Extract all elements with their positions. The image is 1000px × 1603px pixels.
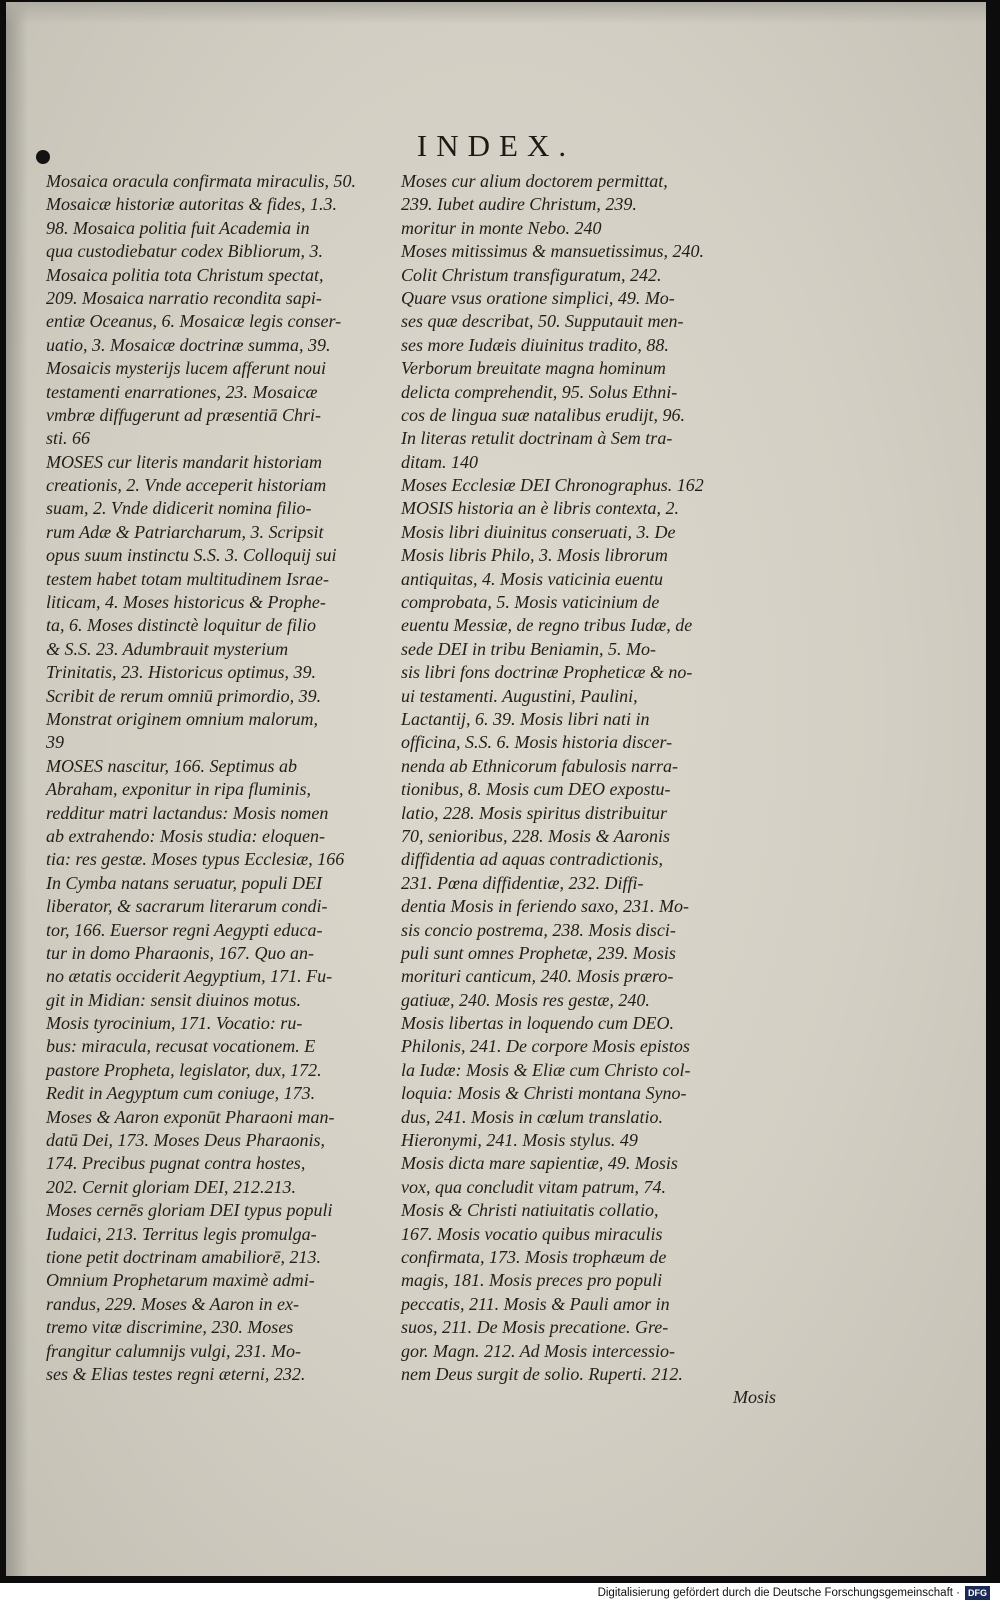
index-line: randus, 229. Moses & Aaron in ex-	[46, 1293, 299, 1314]
index-line: Moses mitissimus & mansuetissimus, 240.	[401, 241, 705, 262]
index-line: Mosaicis mysterijs lucem afferunt noui	[46, 358, 326, 379]
index-line: dus, 241. Mosis in cœlum translatio.	[401, 1106, 664, 1127]
index-line: sti. 66	[46, 428, 91, 449]
index-line: Hieronymi, 241. Mosis stylus. 49	[401, 1130, 638, 1151]
index-line: & S.S. 23. Adumbrauit mysterium	[46, 638, 289, 659]
index-line: tionibus, 8. Mosis cum DEO expostu-	[401, 779, 671, 800]
index-line: Mosis libri diuinitus conseruati, 3. De	[401, 521, 676, 542]
index-line: confirmata, 173. Mosis trophæum de	[401, 1246, 667, 1267]
book-page	[6, 2, 986, 1576]
index-line: frangitur calumnijs vulgi, 231. Mo-	[46, 1340, 301, 1361]
index-line: MOSIS historia an è libris contexta, 2.	[401, 498, 679, 519]
index-line: 202. Cernit gloriam DEI, 212.213.	[46, 1176, 296, 1197]
index-line: Mosaica politia tota Christum spectat,	[46, 264, 324, 285]
index-line: datū Dei, 173. Moses Deus Pharaonis,	[46, 1130, 325, 1151]
index-line: rum Adæ & Patriarcharum, 3. Scripsit	[46, 521, 324, 542]
index-line: officina, S.S. 6. Mosis historia discer-	[401, 732, 673, 753]
index-line: tia: res gestæ. Moses typus Ecclesiæ, 166	[46, 849, 345, 870]
footer-credit-text: Digitalisierung gefördert durch die Deutsche Forschungsgemeinschaft ·	[597, 1587, 960, 1599]
left-index-column	[46, 170, 396, 1386]
index-line: magis, 181. Mosis preces pro populi	[401, 1270, 663, 1291]
index-line: redditur matri lactandus: Mosis nomen	[46, 802, 329, 823]
index-line: vox, qua concludit vitam patrum, 74.	[401, 1176, 666, 1197]
index-line: diffidentia ad aquas contradictionis,	[401, 849, 663, 870]
index-line: 39	[46, 732, 64, 753]
index-line: Redit in Aegyptum cum coniuge, 173.	[46, 1083, 316, 1104]
index-line: tor, 166. Euersor regni Aegypti educa-	[46, 919, 323, 940]
index-line: Mosis libertas in loquendo cum DEO.	[401, 1013, 674, 1034]
index-line: no ætatis occiderit Aegyptium, 171. Fu-	[46, 966, 333, 987]
catchword: Mosis	[732, 1387, 776, 1408]
index-line: nenda ab Ethnicorum fabulosis narra-	[401, 755, 678, 776]
index-line: Scribit de rerum omniū primordio, 39.	[46, 685, 322, 706]
index-line: Moses & Aaron exponūt Pharaoni man-	[46, 1106, 335, 1127]
index-line: entiæ Oceanus, 6. Mosaicæ legis conser-	[46, 311, 342, 332]
dfg-logo: DFG	[965, 1586, 990, 1600]
index-line: Philonis, 241. De corpore Mosis epistos	[401, 1036, 690, 1057]
index-line: comprobata, 5. Mosis vaticinium de	[401, 592, 660, 613]
index-line: 98. Mosaica politia fuit Academia in	[46, 217, 310, 238]
right-index-column	[401, 170, 776, 1410]
index-line: ses quæ describat, 50. Supputauit men-	[401, 311, 684, 332]
index-line: Trinitatis, 23. Historicus optimus, 39.	[46, 662, 317, 683]
index-line: vmbræ diffugerunt ad præsentiā Chri-	[46, 404, 322, 425]
index-line: ditam. 140	[401, 451, 479, 472]
index-line: opus suum instinctu S.S. 3. Colloquij sui	[46, 545, 337, 566]
index-line: Omnium Prophetarum maximè admi-	[46, 1270, 315, 1291]
index-line: ui testamenti. Augustini, Paulini,	[401, 685, 638, 706]
index-line: euentu Messiæ, de regno tribus Iudæ, de	[401, 615, 693, 636]
index-line: puli sunt omnes Prophetæ, 239. Mosis	[401, 942, 676, 963]
index-line: Mosis libris Philo, 3. Mosis librorum	[401, 545, 668, 566]
index-line: Verborum breuitate magna hominum	[401, 358, 666, 379]
index-line: 174. Precibus pugnat contra hostes,	[46, 1153, 306, 1174]
index-line: Mosis & Christi natiuitatis collatio,	[401, 1200, 659, 1221]
index-line: sede DEI in tribu Beniamin, 5. Mo-	[401, 638, 656, 659]
index-line: gatiuæ, 240. Mosis res gestæ, 240.	[401, 989, 650, 1010]
index-line: suam, 2. Vnde didicerit nomina filio-	[46, 498, 312, 519]
index-line: 239. Iubet audire Christum, 239.	[401, 194, 637, 215]
index-line: 70, senioribus, 228. Mosis & Aaronis	[401, 825, 671, 846]
index-line: pastore Propheta, legislator, dux, 172.	[46, 1059, 322, 1080]
index-line: Mosis dicta mare sapientiæ, 49. Mosis	[401, 1153, 678, 1174]
index-line: Abraham, exponitur in ripa fluminis,	[46, 779, 311, 800]
index-line: uatio, 3. Mosaicæ doctrinæ summa, 39.	[46, 334, 331, 355]
index-line: ses more Iudæis diuinitus tradito, 88.	[401, 334, 669, 355]
index-line: sis concio postrema, 238. Mosis disci-	[401, 919, 676, 940]
index-line: suos, 211. De Mosis precatione. Gre-	[401, 1317, 669, 1338]
index-line: Iudaici, 213. Territus legis promulga-	[46, 1223, 317, 1244]
index-line: loquia: Mosis & Christi montana Syno-	[401, 1083, 687, 1104]
index-line: sis libri fons doctrinæ Propheticæ & no-	[401, 662, 693, 683]
index-line: MOSES nascitur, 166. Septimus ab	[46, 755, 297, 776]
index-line: MOSES cur literis mandarit historiam	[46, 451, 323, 472]
index-line: tremo vitæ discrimine, 230. Moses	[46, 1317, 294, 1338]
index-line: git in Midian: sensit diuinos motus.	[46, 989, 302, 1010]
index-line: peccatis, 211. Mosis & Pauli amor in	[401, 1293, 670, 1314]
index-line: ses & Elias testes regni æterni, 232.	[46, 1363, 306, 1384]
index-line: Colit Christum transfiguratum, 242.	[401, 264, 662, 285]
index-line: liberator, & sacrarum literarum condi-	[46, 896, 328, 917]
index-line: antiquitas, 4. Mosis vaticinia euentu	[401, 568, 663, 589]
index-line: nem Deus surgit de solio. Ruperti. 212.	[401, 1363, 683, 1384]
index-line: tur in domo Pharaonis, 167. Quo an-	[46, 942, 315, 963]
index-line: Lactantij, 6. 39. Mosis libri nati in	[401, 708, 650, 729]
index-line: ab extrahendo: Mosis studia: eloquen-	[46, 825, 325, 846]
index-line: Moses cur alium doctorem permittat,	[401, 171, 668, 191]
index-line: 231. Pœna diffidentiæ, 232. Diffi-	[401, 872, 644, 893]
index-line: Quare vsus oratione simplici, 49. Mo-	[401, 287, 675, 308]
index-line: Moses cernēs gloriam DEI typus populi	[46, 1200, 333, 1221]
index-line: moritur in monte Nebo. 240	[401, 217, 602, 238]
index-line: Monstrat originem omnium malorum,	[46, 708, 319, 729]
index-line: delicta comprehendit, 95. Solus Ethni-	[401, 381, 678, 402]
index-line: dentia Mosis in feriendo saxo, 231. Mo-	[401, 896, 689, 917]
digitization-footer	[598, 1585, 990, 1601]
index-line: 209. Mosaica narratio recondita sapi-	[46, 287, 322, 308]
index-line: morituri canticum, 240. Mosis præro-	[401, 966, 674, 987]
index-line: ta, 6. Moses distinctè loquitur de filio	[46, 615, 316, 636]
index-line: 167. Mosis vocatio quibus miraculis	[401, 1223, 663, 1244]
index-line: Moses Ecclesiæ DEI Chronographus. 162	[401, 475, 704, 496]
index-line: qua custodiebatur codex Bibliorum, 3.	[46, 241, 323, 262]
index-line: gor. Magn. 212. Ad Mosis intercessio-	[401, 1340, 675, 1361]
index-line: In literas retulit doctrinam à Sem tra-	[401, 428, 673, 449]
index-line: Mosaica oracula confirmata miraculis, 50.	[46, 171, 356, 191]
index-line: testamenti enarrationes, 23. Mosaicæ	[46, 381, 318, 402]
index-line: testem habet totam multitudinem Israe-	[46, 568, 329, 589]
index-line: In Cymba natans seruatur, populi DEI	[46, 872, 322, 893]
index-line: tione petit doctrinam amabiliorē, 213.	[46, 1246, 321, 1267]
index-line: liticam, 4. Moses historicus & Prophe-	[46, 592, 326, 613]
index-line: bus: miracula, recusat vocationem. E	[46, 1036, 316, 1057]
index-line: Mosaicæ historiæ autoritas & fides, 1.3.	[46, 194, 338, 215]
index-line: Mosis tyrocinium, 171. Vocatio: ru-	[46, 1013, 303, 1034]
index-line: la Iudæ: Mosis & Eliæ cum Christo col-	[401, 1059, 691, 1080]
page-title: INDEX.	[416, 128, 576, 163]
index-line: latio, 228. Mosis spiritus distribuitur	[401, 802, 668, 823]
index-line: creationis, 2. Vnde acceperit historiam	[46, 475, 327, 496]
index-line: cos de lingua suæ natalibus erudijt, 96.	[401, 404, 686, 425]
